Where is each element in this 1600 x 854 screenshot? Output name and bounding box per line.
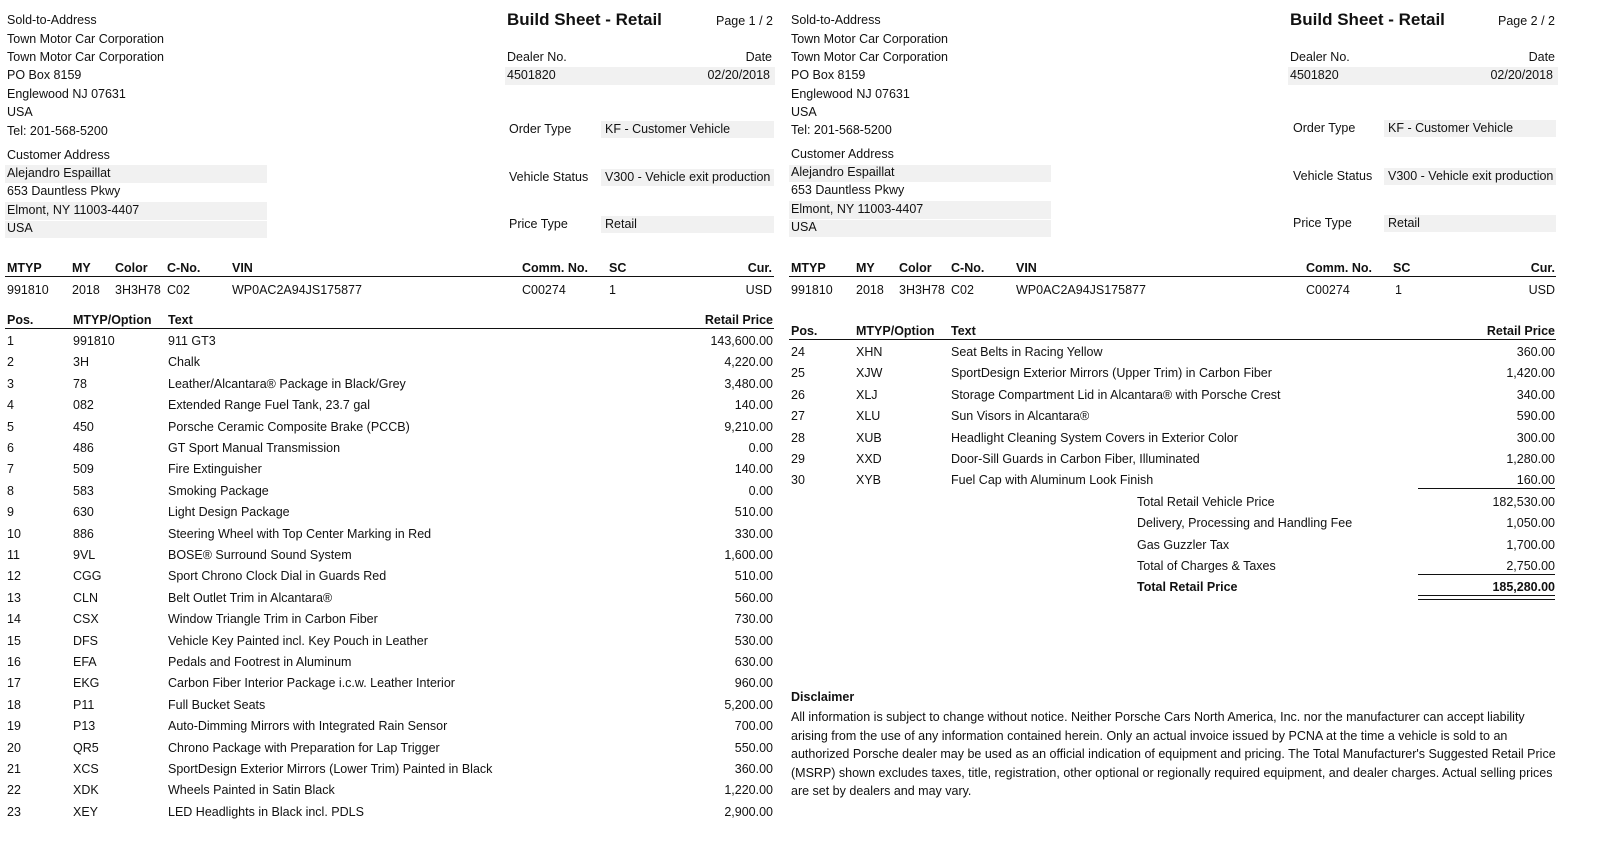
option-text: Smoking Package: [168, 483, 269, 498]
option-code: P11: [73, 697, 95, 712]
sold-to-line: PO Box 8159: [791, 68, 866, 82]
option-price: 5,200.00: [724, 697, 773, 712]
sold-to-line: Town Motor Car Corporation: [791, 50, 949, 64]
option-text: Sun Visors in Alcantara®: [951, 409, 1090, 424]
col-option: MTYP/Option: [73, 313, 152, 327]
option-price: 3,480.00: [724, 376, 773, 391]
delivery-fee-value: 1,050.00: [1506, 516, 1555, 530]
option-price: 9,210.00: [724, 419, 773, 434]
col-my: MY: [856, 261, 875, 275]
col-sc: SC: [609, 261, 627, 275]
sold-to-line: Town Motor Car Corporation: [791, 32, 949, 46]
option-row: [790, 431, 1580, 452]
option-row: [0, 398, 790, 419]
option-code: CLN: [73, 590, 99, 605]
option-row: [0, 634, 790, 655]
option-price: 630.00: [734, 655, 773, 669]
col-mtyp: MTYP: [791, 261, 826, 275]
vehicle-vin: WP0AC2A94JS175877: [1016, 283, 1146, 297]
vehicle-mtyp: 991810: [7, 283, 49, 297]
total-retail-price-value: 185,280.00: [1492, 580, 1555, 594]
option-price: 510.00: [734, 505, 773, 520]
option-price: 0.00: [748, 441, 773, 455]
option-row: [0, 698, 790, 719]
option-text: BOSE® Surround Sound System: [168, 548, 352, 562]
option-pos: 27: [791, 409, 805, 424]
col-vin: VIN: [1016, 261, 1037, 275]
option-pos: 5: [7, 419, 14, 434]
header-rule: [5, 276, 774, 277]
option-pos: 19: [7, 719, 21, 734]
option-text: Leather/Alcantara® Package in Black/Grey: [168, 376, 406, 391]
option-code: EFA: [73, 655, 97, 669]
option-text: Window Triangle Trim in Carbon Fiber: [168, 612, 378, 627]
col-text: Text: [168, 313, 193, 327]
option-price: 960.00: [734, 676, 773, 691]
customer-line: Alejandro Espaillat: [791, 165, 895, 179]
document-title: Build Sheet - Retail: [1290, 10, 1445, 29]
col-cno: C-No.: [951, 261, 985, 275]
option-price: 360.00: [1516, 345, 1555, 359]
date-label: Date: [1528, 50, 1555, 64]
option-row: [0, 548, 790, 569]
col-color: Color: [115, 261, 148, 275]
sold-to-line: USA: [7, 105, 33, 119]
option-row: [0, 505, 790, 526]
option-pos: 29: [791, 452, 805, 466]
option-price: 1,600.00: [724, 548, 773, 562]
option-price: 510.00: [734, 569, 773, 584]
option-code: XDK: [73, 783, 99, 798]
option-pos: 4: [7, 398, 14, 413]
option-code: DFS: [73, 633, 98, 648]
option-code: CSX: [73, 612, 99, 627]
vehicle-my: 2018: [856, 283, 884, 297]
option-row: [0, 762, 790, 783]
col-comm-no: Comm. No.: [1306, 261, 1372, 275]
col-mtyp: MTYP: [7, 261, 42, 275]
option-price: 140.00: [734, 398, 773, 413]
customer-address-label: Customer Address: [791, 147, 894, 161]
sold-to-line: USA: [791, 105, 817, 119]
disclaimer-text: All information is subject to change without notice. Neither Porsche Cars North America, Inc. nor the manufacturer can accept liability arising from the use of any information contained herein. Only an actual invoice issued by PCNA at the time a vehicle is sold to an authorized Porsche dealer may be used as an official indication of equipment and pricing. The Total Manufacturer's Suggested Retail Price (MSRP) shown excludes taxes, title, registration, other optional or regionally required equipment, and dealer charges. Actual selling prices are set by dealers and may vary.: [791, 710, 1556, 798]
customer-line: USA: [791, 220, 817, 234]
option-row: [0, 462, 790, 483]
option-text: Carbon Fiber Interior Package i.c.w. Leather Interior: [168, 676, 455, 691]
option-text: Seat Belts in Racing Yellow: [951, 345, 1103, 359]
option-row: [0, 527, 790, 548]
order-type-label: Order Type: [1293, 121, 1356, 135]
customer-field-bg: [5, 221, 267, 238]
page-number: Page 2 / 2: [1498, 14, 1555, 28]
option-code: EKG: [73, 676, 100, 691]
option-code: 886: [73, 526, 94, 541]
header-rule: [5, 328, 774, 329]
option-text: 911 GT3: [168, 334, 216, 348]
option-code: XUB: [856, 430, 882, 445]
vehicle-comm-no: C00274: [522, 283, 566, 297]
option-row: [0, 591, 790, 612]
sold-to-label: Sold-to-Address: [791, 13, 881, 27]
dealer-no-label: Dealer No.: [507, 50, 567, 64]
option-code: 082: [73, 398, 94, 413]
option-code: 450: [73, 419, 94, 434]
option-pos: 26: [791, 387, 805, 402]
option-pos: 17: [7, 676, 21, 691]
option-pos: 18: [7, 697, 21, 712]
dealer-no-label: Dealer No.: [1290, 50, 1350, 64]
option-row: [0, 783, 790, 804]
option-code: XLU: [856, 409, 881, 424]
option-code: 583: [73, 483, 94, 498]
col-comm-no: Comm. No.: [522, 261, 588, 275]
vehicle-status-value: V300 - Vehicle exit production: [1388, 169, 1554, 183]
option-text: Headlight Cleaning System Covers in Exterior Color: [951, 430, 1238, 445]
option-pos: 15: [7, 633, 21, 648]
option-pos: 14: [7, 612, 21, 627]
option-text: Door-Sill Guards in Carbon Fiber, Illuminated: [951, 452, 1200, 466]
vehicle-status-label: Vehicle Status: [1293, 169, 1373, 183]
col-text: Text: [951, 324, 976, 338]
option-price: 2,900.00: [724, 804, 773, 819]
option-code: XYB: [856, 473, 882, 488]
option-pos: 16: [7, 655, 21, 669]
price-type-label: Price Type: [509, 217, 568, 231]
vehicle-comm-no: C00274: [1306, 283, 1350, 297]
sold-to-label: Sold-to-Address: [7, 13, 97, 27]
order-type-value: KF - Customer Vehicle: [605, 122, 731, 136]
order-date: 02/20/2018: [707, 68, 770, 82]
dealer-no: 4501820: [1290, 68, 1339, 82]
option-pos: 9: [7, 505, 14, 520]
subtotal-rule: [1418, 488, 1555, 489]
vehicle-cur: USD: [745, 283, 772, 297]
option-row: [0, 676, 790, 697]
option-code: CGG: [73, 569, 102, 584]
option-row: [0, 612, 790, 633]
option-row: [0, 484, 790, 505]
vehicle-sc: 1: [1395, 283, 1402, 297]
charges-rule: [1418, 574, 1555, 575]
total-retail-price-label: Total Retail Price: [1137, 580, 1238, 594]
option-price: 160.00: [1516, 473, 1555, 488]
price-type-label: Price Type: [1293, 216, 1352, 230]
option-row: [0, 355, 790, 376]
option-pos: 7: [7, 462, 14, 477]
col-cur: Cur.: [1530, 261, 1555, 275]
option-code: 630: [73, 505, 94, 520]
col-pos: Pos.: [7, 313, 34, 327]
col-retail-price: Retail Price: [1486, 324, 1555, 338]
customer-line: 653 Dauntless Pkwy: [7, 184, 121, 198]
option-code: XJW: [856, 366, 883, 381]
delivery-fee-label: Delivery, Processing and Handling Fee: [1137, 516, 1353, 530]
col-cur: Cur.: [747, 261, 772, 275]
option-pos: 3: [7, 376, 14, 391]
option-row: [0, 420, 790, 441]
customer-line: Elmont, NY 11003-4407: [791, 202, 924, 216]
option-text: Wheels Painted in Satin Black: [168, 783, 335, 798]
option-code: XEY: [73, 804, 99, 819]
option-row: [0, 719, 790, 740]
price-type-value: Retail: [1388, 216, 1420, 230]
option-text: Porsche Ceramic Composite Brake (PCCB): [168, 419, 410, 434]
col-my: MY: [72, 261, 91, 275]
option-price: 590.00: [1516, 409, 1555, 424]
option-code: 3H: [73, 355, 89, 370]
option-row: [790, 366, 1580, 387]
grand-total-double-rule: [1418, 595, 1555, 600]
col-pos: Pos.: [791, 324, 818, 338]
sold-to-line: Tel: 201-568-5200: [791, 123, 892, 137]
vehicle-my: 2018: [72, 283, 100, 297]
customer-line: 653 Dauntless Pkwy: [791, 183, 905, 197]
option-text: Pedals and Footrest in Aluminum: [168, 655, 352, 669]
option-row: [0, 805, 790, 826]
option-text: LED Headlights in Black incl. PDLS: [168, 804, 364, 819]
option-pos: 28: [791, 430, 805, 445]
vehicle-color: 3H3H78: [899, 283, 945, 297]
option-row: [790, 409, 1580, 430]
option-price: 700.00: [734, 719, 773, 734]
option-pos: 24: [791, 345, 805, 359]
price-type-value: Retail: [605, 217, 637, 231]
vehicle-mtyp: 991810: [791, 283, 833, 297]
option-pos: 11: [7, 548, 20, 562]
sold-to-line: Englewood NJ 07631: [791, 87, 910, 101]
col-color: Color: [899, 261, 932, 275]
option-price: 300.00: [1516, 430, 1555, 445]
option-text: Storage Compartment Lid in Alcantara® with Porsche Crest: [951, 387, 1281, 402]
sold-to-line: Englewood NJ 07631: [7, 87, 126, 101]
option-pos: 21: [7, 762, 21, 776]
option-code: 991810: [73, 334, 115, 348]
option-pos: 10: [7, 526, 21, 541]
order-type-value: KF - Customer Vehicle: [1388, 121, 1514, 135]
option-row: [0, 441, 790, 462]
option-pos: 22: [7, 783, 21, 798]
option-price: 340.00: [1516, 387, 1555, 402]
header-rule: [789, 339, 1556, 340]
option-row: [790, 345, 1580, 366]
option-price: 1,420.00: [1506, 366, 1555, 381]
order-type-label: Order Type: [509, 122, 572, 136]
option-price: 140.00: [734, 462, 773, 477]
option-pos: 23: [7, 804, 21, 819]
sold-to-line: Town Motor Car Corporation: [7, 32, 165, 46]
option-pos: 1: [7, 334, 14, 348]
option-price: 0.00: [748, 483, 773, 498]
vehicle-cur: USD: [1528, 283, 1555, 297]
header-rule: [789, 276, 1556, 277]
option-pos: 20: [7, 740, 21, 755]
option-row: [790, 388, 1580, 409]
option-code: XHN: [856, 345, 883, 359]
option-text: Fire Extinguisher: [168, 462, 262, 477]
option-row: [0, 377, 790, 398]
option-price: 360.00: [734, 762, 773, 776]
option-code: XXD: [856, 452, 882, 466]
vehicle-status-value: V300 - Vehicle exit production: [605, 170, 771, 184]
option-text: Auto-Dimming Mirrors with Integrated Rain Sensor: [168, 719, 448, 734]
option-row: [790, 473, 1580, 494]
option-text: Belt Outlet Trim in Alcantara®: [168, 590, 333, 605]
option-price: 1,220.00: [724, 783, 773, 798]
option-price: 4,220.00: [724, 355, 773, 370]
col-vin: VIN: [232, 261, 253, 275]
option-text: GT Sport Manual Transmission: [168, 441, 341, 455]
customer-line: Alejandro Espaillat: [7, 166, 111, 180]
sold-to-line: Tel: 201-568-5200: [7, 124, 108, 138]
option-text: Light Design Package: [168, 505, 290, 520]
vehicle-color: 3H3H78: [115, 283, 161, 297]
vehicle-cno: C02: [951, 283, 974, 297]
charges-taxes-value: 2,750.00: [1506, 559, 1555, 573]
option-pos: 13: [7, 590, 21, 605]
col-sc: SC: [1393, 261, 1411, 275]
total-vehicle-price-label: Total Retail Vehicle Price: [1137, 495, 1275, 509]
option-pos: 6: [7, 441, 14, 455]
option-text: Extended Range Fuel Tank, 23.7 gal: [168, 398, 370, 413]
sold-to-line: Town Motor Car Corporation: [7, 50, 165, 64]
build-sheet-page-2: [790, 0, 1580, 854]
option-text: Sport Chrono Clock Dial in Guards Red: [168, 569, 387, 584]
option-code: QR5: [73, 740, 99, 755]
order-date: 02/20/2018: [1490, 68, 1553, 82]
option-pos: 8: [7, 483, 14, 498]
charges-taxes-label: Total of Charges & Taxes: [1137, 559, 1276, 573]
build-sheet-page-1: [0, 0, 790, 854]
option-price: 730.00: [734, 612, 773, 627]
document-title: Build Sheet - Retail: [507, 10, 662, 29]
option-pos: 30: [791, 473, 805, 488]
col-retail-price: Retail Price: [704, 313, 773, 327]
option-text: Steering Wheel with Top Center Marking in Red: [168, 526, 432, 541]
option-code: 509: [73, 462, 94, 477]
gas-guzzler-tax-label: Gas Guzzler Tax: [1137, 538, 1230, 552]
option-row: [0, 741, 790, 762]
option-code: 9VL: [73, 548, 96, 562]
total-vehicle-price-value: 182,530.00: [1492, 495, 1555, 509]
dealer-no: 4501820: [507, 68, 556, 82]
option-price: 1,280.00: [1506, 452, 1555, 466]
option-price: 560.00: [734, 590, 773, 605]
customer-address-label: Customer Address: [7, 148, 110, 162]
option-price: 550.00: [734, 740, 773, 755]
option-text: Full Bucket Seats: [168, 697, 266, 712]
option-price: 530.00: [734, 633, 773, 648]
vehicle-sc: 1: [609, 283, 616, 297]
option-text: Chalk: [168, 355, 200, 370]
option-code: XCS: [73, 762, 99, 776]
option-row: [790, 452, 1580, 473]
sold-to-line: PO Box 8159: [7, 68, 82, 82]
option-row: [0, 655, 790, 676]
col-option: MTYP/Option: [856, 324, 935, 338]
option-pos: 25: [791, 366, 805, 381]
vehicle-vin: WP0AC2A94JS175877: [232, 283, 362, 297]
vehicle-cno: C02: [167, 283, 190, 297]
vehicle-status-label: Vehicle Status: [509, 170, 589, 184]
option-code: XLJ: [856, 387, 878, 402]
option-pos: 12: [7, 569, 21, 584]
option-text: SportDesign Exterior Mirrors (Lower Trim) Painted in Black: [168, 762, 493, 776]
option-text: Chrono Package with Preparation for Lap Trigger: [168, 740, 440, 755]
option-pos: 2: [7, 355, 14, 370]
option-code: 78: [73, 376, 87, 391]
page-number: Page 1 / 2: [716, 14, 773, 28]
col-cno: C-No.: [167, 261, 201, 275]
option-text: Vehicle Key Painted incl. Key Pouch in Leather: [168, 633, 428, 648]
gas-guzzler-tax-value: 1,700.00: [1506, 538, 1555, 552]
option-text: SportDesign Exterior Mirrors (Upper Trim) in Carbon Fiber: [951, 366, 1272, 381]
customer-line: Elmont, NY 11003-4407: [7, 203, 140, 217]
disclaimer-title: Disclaimer: [791, 690, 855, 704]
option-price: 330.00: [734, 526, 773, 541]
date-label: Date: [745, 50, 772, 64]
option-code: 486: [73, 441, 94, 455]
option-price: 143,600.00: [710, 334, 773, 348]
customer-line: USA: [7, 221, 33, 235]
option-text: Fuel Cap with Aluminum Look Finish: [951, 473, 1154, 488]
option-row: [0, 334, 790, 355]
customer-field-bg: [789, 220, 1051, 237]
option-code: P13: [73, 719, 96, 734]
option-row: [0, 569, 790, 590]
